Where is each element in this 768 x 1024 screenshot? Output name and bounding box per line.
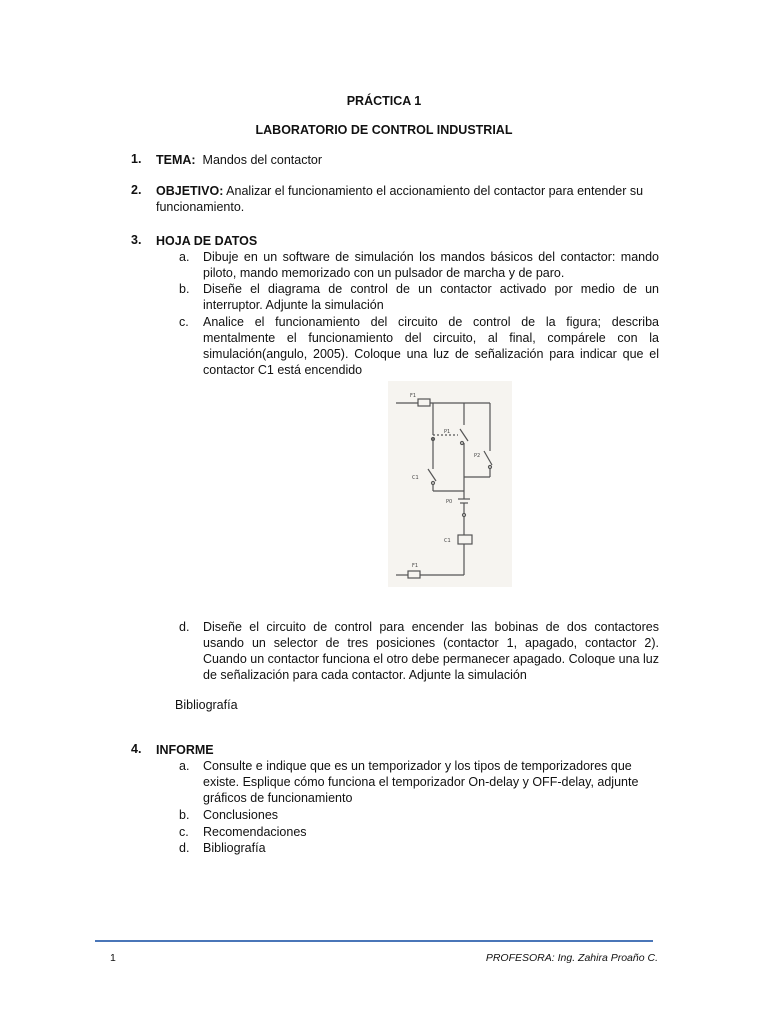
list-item: Diseñe el circuito de control para encender las bobinas de dos contactores usando un selector de tres posiciones (contactor 1, apagado, contactor 2). Cuando un contactor funciona el otro debe permanecer apagado. Coloque una luz de señalización para cada contactor. Adjunte la simulación: [203, 620, 659, 682]
section-2-number: 2.: [131, 183, 142, 197]
page-title: PRÁCTICA 1: [346, 94, 422, 108]
label-coil: C1: [444, 538, 451, 544]
footer-page-number: 1: [110, 952, 116, 964]
label-aux-contact: C1: [412, 475, 419, 481]
section-3-number: 3.: [131, 233, 142, 247]
footer-divider: [95, 940, 653, 942]
section-1: [156, 152, 658, 168]
list-item-letter: c.: [179, 825, 189, 839]
list-item: Analice el funcionamiento del circuito de control de la figura; describa mentalmente el funcionamiento del circuito, al final, compárele con la simulación(angulo, 2005). Coloque una luz de señalización para indicar que el contactor C1 está encendido: [203, 315, 659, 377]
list-item-letter: d.: [179, 841, 190, 855]
label-fuse-top: F1: [410, 393, 417, 399]
label-p2: P2: [474, 453, 481, 459]
list-item-letter: d.: [179, 620, 190, 634]
label-fuse-bottom: F1: [412, 563, 419, 569]
section-2-line2: funcionamiento.: [156, 200, 245, 214]
circuit-diagram: [388, 381, 512, 587]
bibliography-label: Bibliografía: [175, 698, 238, 712]
list-item-letter: a.: [179, 759, 190, 773]
list-item-letter: b.: [179, 282, 190, 296]
list-item: Recomendaciones: [203, 825, 307, 839]
section-1-label: TEMA:: [156, 153, 196, 167]
footer-professor: PROFESORA: Ing. Zahira Proaño C.: [485, 952, 658, 964]
list-item: Bibliografía: [203, 841, 266, 855]
section-1-number: 1.: [131, 152, 142, 166]
section-4-label: INFORME: [156, 743, 214, 757]
list-item-letter: a.: [179, 250, 190, 264]
page-subtitle: LABORATORIO DE CONTROL INDUSTRIAL: [255, 123, 513, 137]
list-item: Consulte e indique que es un temporizador y los tipos de temporizadores que existe. Esplique cómo funciona el temporizador On-delay y OFF-delay, adjunte gráficos de funcionamiento: [203, 759, 639, 805]
section-2: [156, 183, 658, 215]
section-4-number: 4.: [131, 742, 142, 756]
section-3-label: HOJA DE DATOS: [156, 234, 258, 248]
control-circuit-figure: [388, 381, 512, 587]
list-item-letter: c.: [179, 315, 189, 329]
list-item: Diseñe el diagrama de control de un contactor activado por medio de un interruptor. Adjunte la simulación: [203, 282, 659, 312]
section-2-label: OBJETIVO:: [156, 184, 224, 198]
list-item: Conclusiones: [203, 808, 279, 822]
label-p0: P0: [446, 499, 453, 505]
section-1-text: Mandos del contactor: [202, 153, 323, 167]
list-item-letter: b.: [179, 808, 190, 822]
section-2-line1: Analizar el funcionamiento el accionamiento del contactor para entender su: [226, 184, 644, 198]
list-item: Dibuje en un software de simulación los mandos básicos del contactor: mando piloto, mando memorizado con un pulsador de marcha y de paro.: [203, 250, 659, 280]
label-p1: P1: [444, 429, 451, 435]
